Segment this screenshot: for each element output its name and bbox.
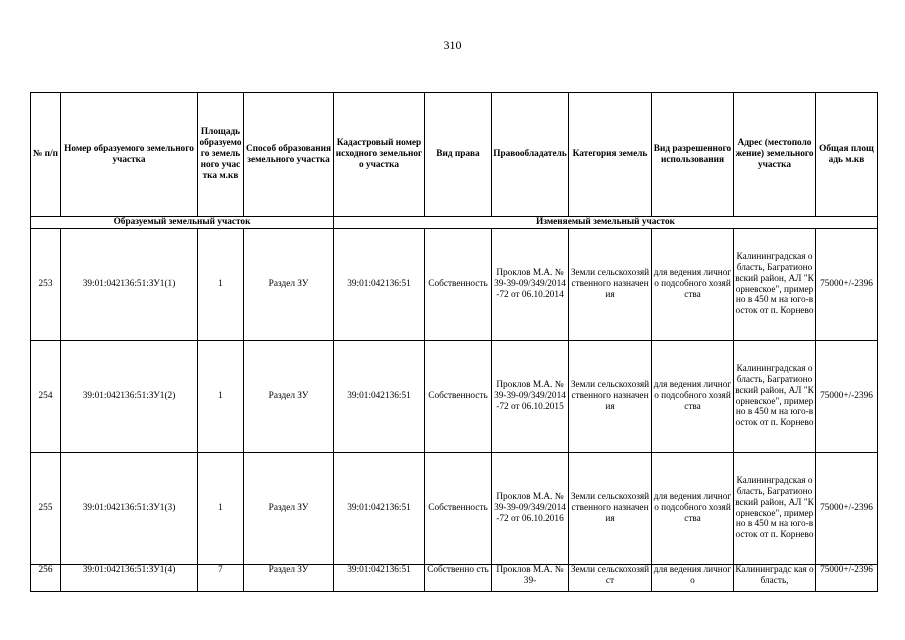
cell-plot-number: 39:01:042136:51:ЗУ1(1) — [61, 229, 198, 341]
cell-permitted-use: для ведения личного подсобного хозяйства — [652, 453, 734, 565]
cell-total-area: 75000+/-2396 — [816, 229, 878, 341]
header-owner: Правообладатель — [492, 93, 569, 217]
cell-owner: Проклов М.А. № 39- — [492, 565, 569, 592]
cell-num: 255 — [31, 453, 61, 565]
cell-cadastral: 39:01:042136:51 — [334, 565, 425, 592]
header-total-area: Общая площадь м.кв — [816, 93, 878, 217]
cell-method: Раздел ЗУ — [244, 565, 334, 592]
cell-right-type: Собственность — [425, 229, 492, 341]
cell-area: 1 — [198, 453, 244, 565]
cell-address: Калининградс кая область, — [734, 565, 816, 592]
cell-permitted-use: для ведения личного — [652, 565, 734, 592]
cell-num: 253 — [31, 229, 61, 341]
cell-category: Земли сельскохозяйственного назначения — [569, 229, 652, 341]
cell-method: Раздел ЗУ — [244, 229, 334, 341]
land-plots-table — [30, 92, 878, 592]
cell-category: Земли сельскохозяйственного назначения — [569, 453, 652, 565]
header-area: Площадь образуемого земельного участка м.кв — [198, 93, 244, 217]
cell-owner: Проклов М.А. № 39-39-09/349/2014-72 от 06.10.2015 — [492, 341, 569, 453]
cell-cadastral: 39:01:042136:51 — [334, 453, 425, 565]
header-cadastral: Кадастровый номер исходного земельного участка — [334, 93, 425, 217]
cell-right-type: Собственность — [425, 341, 492, 453]
cell-plot-number: 39:01:042136:51:ЗУ1(3) — [61, 453, 198, 565]
cell-address: Калининградская область, Багратионовский район, АЛ "Корневское", примерно в 450 м на юго-восток от п. Корнево — [734, 229, 816, 341]
cell-owner: Проклов М.А. № 39-39-09/349/2014-72 от 06.10.2016 — [492, 453, 569, 565]
cell-permitted-use: для ведения личного подсобного хозяйства — [652, 341, 734, 453]
header-address: Адрес (местоположение) земельного участка — [734, 93, 816, 217]
cell-total-area: 75000+/-2396 — [816, 453, 878, 565]
header-method: Способ образования земельного участка — [244, 93, 334, 217]
cell-num: 254 — [31, 341, 61, 453]
cell-method: Раздел ЗУ — [244, 341, 334, 453]
cell-address: Калининградская область, Багратионовский район, АЛ "Корневское", примерно в 450 м на юго-восток от п. Корнево — [734, 341, 816, 453]
table-row — [31, 565, 878, 592]
page-number: 310 — [443, 38, 462, 52]
table-row — [31, 341, 878, 453]
header-category: Категория земель — [569, 93, 652, 217]
section-changed: Изменяемый земельный участок — [334, 217, 878, 229]
cell-right-type: Собственность — [425, 453, 492, 565]
cell-cadastral: 39:01:042136:51 — [334, 229, 425, 341]
cell-plot-number: 39:01:042136:51:ЗУ1(4) — [61, 565, 198, 592]
cell-total-area: 75000+/-2396 — [816, 341, 878, 453]
cell-cadastral: 39:01:042136:51 — [334, 341, 425, 453]
header-num: № п/п — [31, 93, 61, 217]
cell-area: 7 — [198, 565, 244, 592]
cell-address: Калининградская область, Багратионовский район, АЛ "Корневское", примерно в 450 м на юго-восток от п. Корнево — [734, 453, 816, 565]
table-row — [31, 229, 878, 341]
cell-plot-number: 39:01:042136:51:ЗУ1(2) — [61, 341, 198, 453]
section-formed: Образуемый земельный участок — [31, 217, 334, 229]
cell-method: Раздел ЗУ — [244, 453, 334, 565]
table-header-row — [31, 93, 878, 217]
header-right-type: Вид права — [425, 93, 492, 217]
cell-category: Земли сельскохозяйст — [569, 565, 652, 592]
header-plot-number: Номер образуемого земельного участка — [61, 93, 198, 217]
cell-area: 1 — [198, 341, 244, 453]
cell-total-area: 75000+/-2396 — [816, 565, 878, 592]
cell-owner: Проклов М.А. № 39-39-09/349/2014-72 от 06.10.2014 — [492, 229, 569, 341]
cell-area: 1 — [198, 229, 244, 341]
cell-num: 256 — [31, 565, 61, 592]
table-row — [31, 453, 878, 565]
section-row — [31, 217, 878, 229]
cell-right-type: Собственно сть — [425, 565, 492, 592]
cell-category: Земли сельскохозяйственного назначения — [569, 341, 652, 453]
header-permitted-use: Вид разрешенного использования — [652, 93, 734, 217]
cell-permitted-use: для ведения личного подсобного хозяйства — [652, 229, 734, 341]
